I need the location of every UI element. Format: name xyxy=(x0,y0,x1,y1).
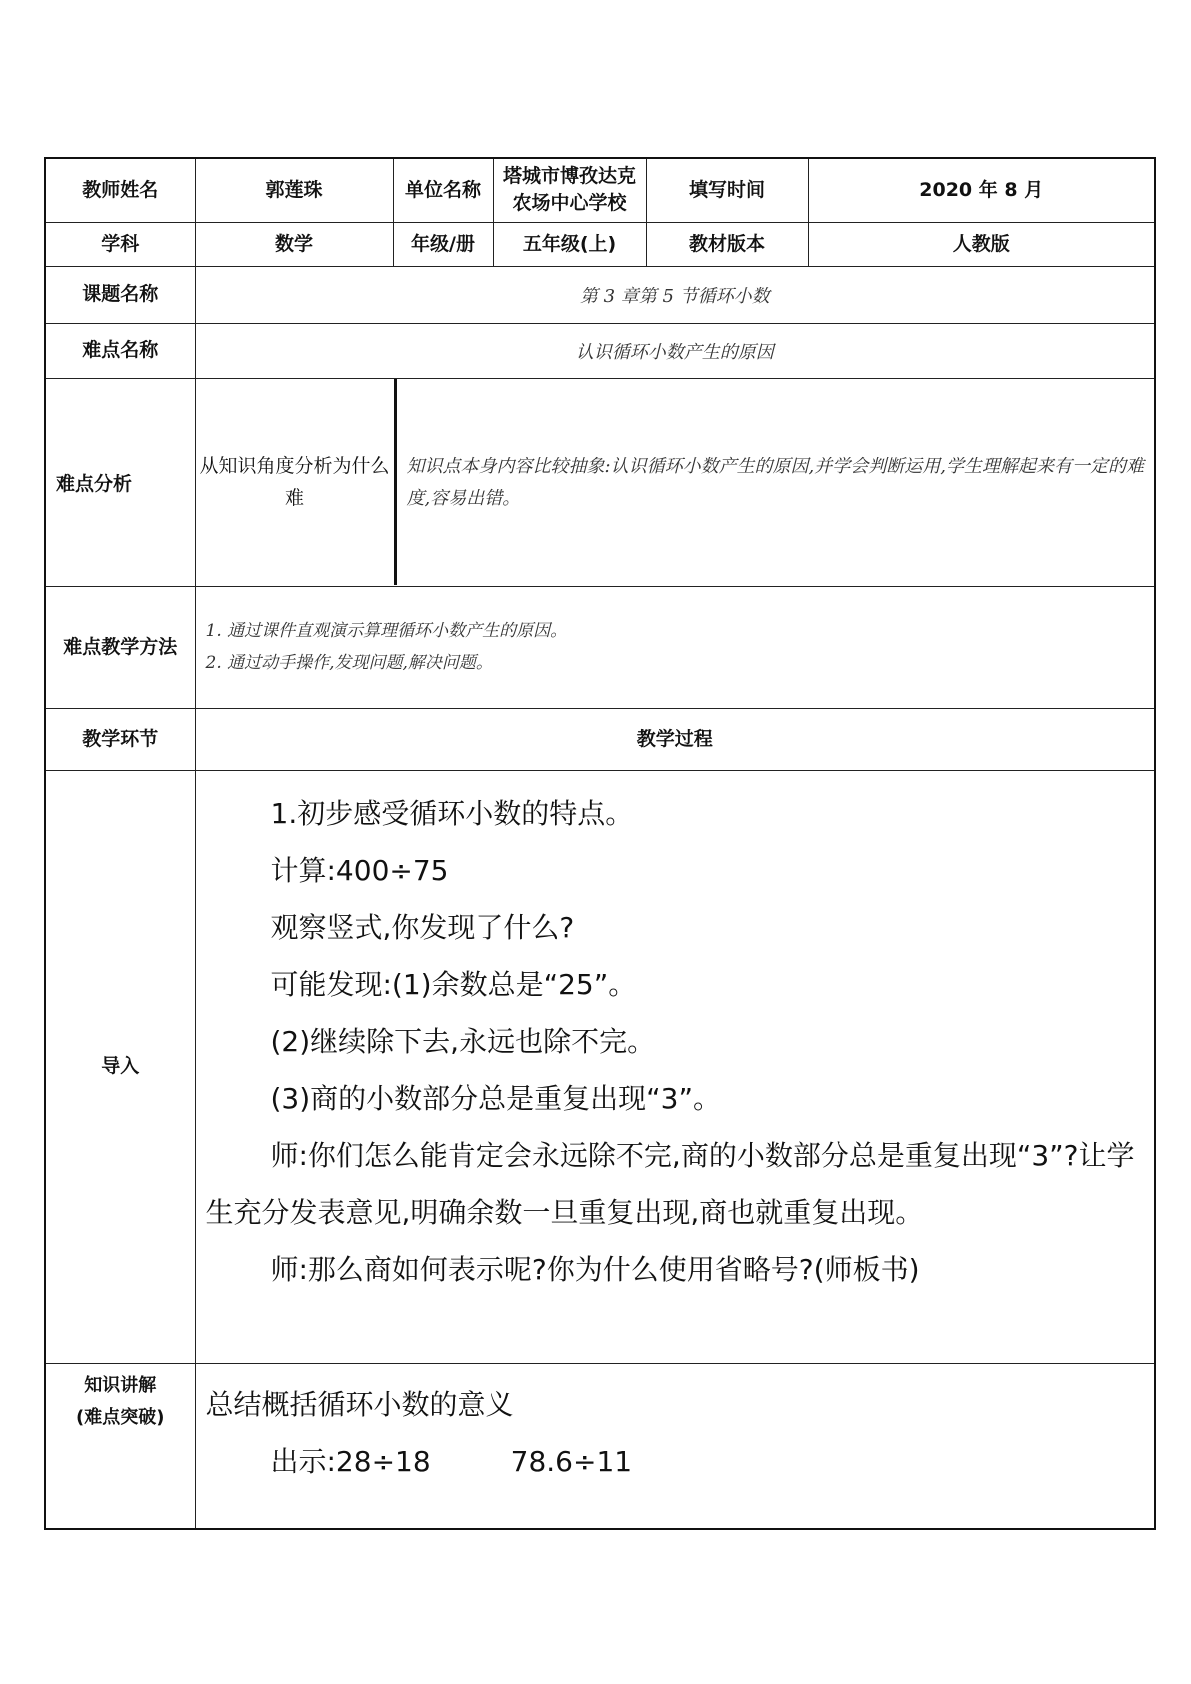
intro-line: 观察竖式,你发现了什么? xyxy=(270,910,575,944)
teacher-name-label: 教师姓名 xyxy=(45,158,195,222)
knowledge-label-line2: (难点突破) xyxy=(76,1406,165,1428)
knowledge-label xyxy=(45,1363,195,1529)
analysis-label: 难点分析 xyxy=(45,378,195,586)
knowledge-examples xyxy=(206,1433,1145,1490)
intro-label: 导入 xyxy=(45,770,195,1363)
section-header-value: 教学过程 xyxy=(195,708,1155,770)
grade-value: 五年级(上) xyxy=(493,222,646,266)
intro-line: (3)商的小数部分总是重复出现“3”。 xyxy=(270,1081,721,1115)
difficulty-label: 难点名称 xyxy=(45,323,195,378)
analysis-text: 知识点本身内容比较抽象:认识循环小数产生的原因,并学会判断运用,学生理解起来有一定的难度,容易出错。 xyxy=(406,456,1145,509)
lesson-plan-table xyxy=(44,157,1154,1530)
teacher-name-value: 郭莲珠 xyxy=(195,158,393,222)
difficulty-value: 认识循环小数产生的原因 xyxy=(195,323,1155,378)
intro-line: (2)继续除下去,永远也除不完。 xyxy=(270,1024,656,1058)
fill-date-label: 填写时间 xyxy=(646,158,808,222)
unit-name-label: 单位名称 xyxy=(393,158,493,222)
fill-date-value: 2020 年 8 月 xyxy=(808,158,1155,222)
knowledge-content xyxy=(195,1363,1155,1529)
subject-label: 学科 xyxy=(45,222,195,266)
intro-line: 师:那么商如何表示呢?你为什么使用省略号?(师板书) xyxy=(270,1252,920,1286)
grade-label: 年级/册 xyxy=(393,222,493,266)
analysis-sub-label: 从知识角度分析为什么难 xyxy=(196,379,397,585)
topic-value: 第 3 章第 5 节循环小数 xyxy=(195,266,1155,323)
method-item: 1. 通过课件直观演示算理循环小数产生的原因。 xyxy=(205,621,568,641)
unit-name-value: 塔城市博孜达克农场中心学校 xyxy=(493,158,646,222)
knowledge-label-line1: 知识讲解 xyxy=(84,1374,157,1396)
intro-line: 可能发现:(1)余数总是“25”。 xyxy=(270,967,637,1001)
methods-cell xyxy=(195,586,1155,708)
intro-line: 1.初步感受循环小数的特点。 xyxy=(270,796,634,830)
topic-label: 课题名称 xyxy=(45,266,195,323)
analysis-cell xyxy=(195,378,1155,586)
method-item: 2. 通过动手操作,发现问题,解决问题。 xyxy=(205,653,493,673)
knowledge-line: 总结概括循环小数的意义 xyxy=(205,1387,514,1421)
methods-label: 难点教学方法 xyxy=(45,586,195,708)
intro-line: 师:你们怎么能肯定会永远除不完,商的小数部分总是重复出现“3”?让学生充分发表意见,明确余数一旦重复出现,商也就重复出现。 xyxy=(205,1138,1135,1229)
example-a: 出示:28÷18 xyxy=(270,1444,431,1478)
intro-content xyxy=(195,770,1155,1363)
subject-value: 数学 xyxy=(195,222,393,266)
intro-line: 计算:400÷75 xyxy=(270,853,449,887)
edition-value: 人教版 xyxy=(808,222,1155,266)
edition-label: 教材版本 xyxy=(646,222,808,266)
example-b: 78.6÷11 xyxy=(510,1444,633,1478)
section-header-label: 教学环节 xyxy=(45,708,195,770)
